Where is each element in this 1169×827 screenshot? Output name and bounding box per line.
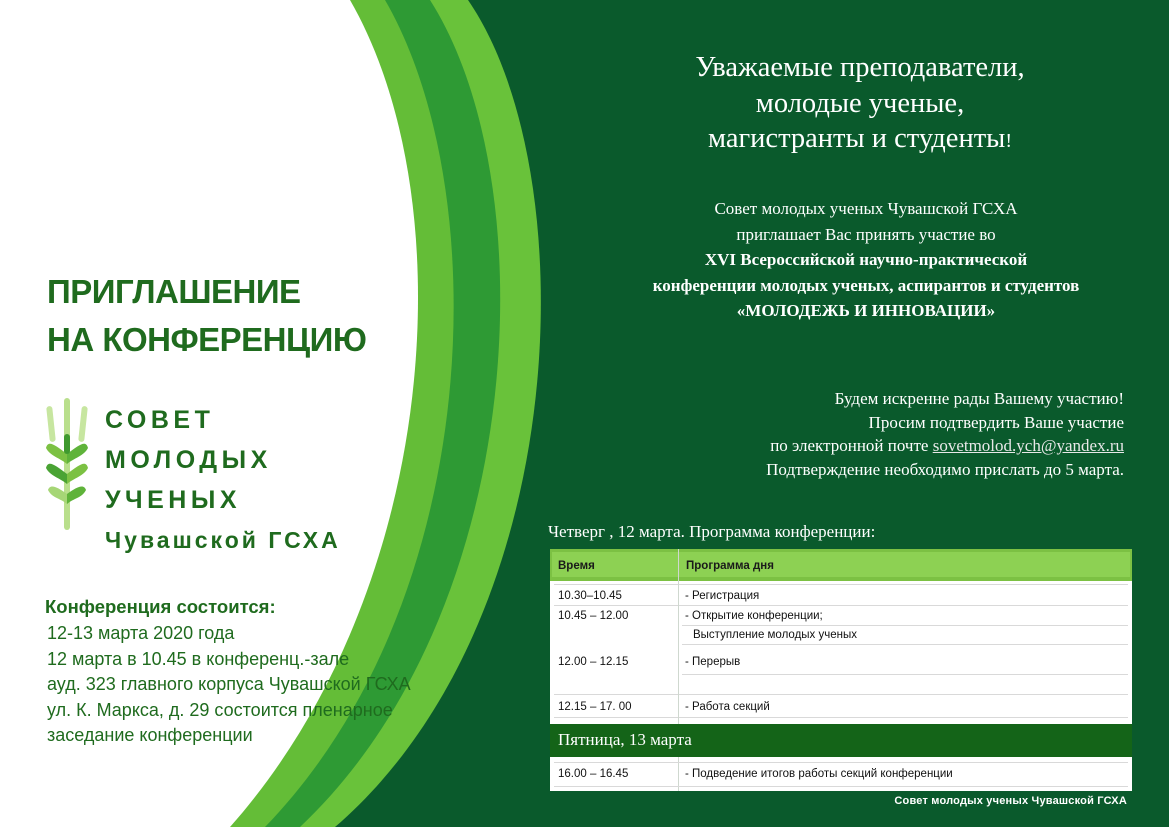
conference-line3: ауд. 323 главного корпуса Чувашской ГСХА <box>47 674 411 694</box>
rsvp-line2: Просим подтвердить Ваше участие <box>868 412 1124 432</box>
greeting-exclaim: ! <box>1005 130 1012 152</box>
invitation-text <box>560 196 1169 324</box>
council-line4: Чувашской ГСХА <box>105 527 341 553</box>
row-time: 12.15 – 17. 00 <box>558 701 632 713</box>
invitation-line3: XVI Всероссийской научно-практической <box>704 250 1028 269</box>
row-time: 12.00 – 12.15 <box>558 656 629 668</box>
header-time: Время <box>558 560 595 572</box>
greeting <box>560 50 1160 160</box>
rsvp-line4: Подтверждение необходимо прислать до 5 марта. <box>766 459 1124 479</box>
invitation-line1: Совет молодых ученых Чувашской ГСХА <box>714 199 1018 218</box>
greeting-line3-text: магистранты и студенты <box>707 123 1006 154</box>
row-time: 10.30–10.45 <box>558 590 622 602</box>
program-caption: Четверг , 12 марта. Программа конференции: <box>548 522 876 541</box>
header-agenda: Программа дня <box>686 560 774 572</box>
row-item: - Перерыв <box>685 656 741 668</box>
council-name <box>105 400 341 560</box>
footer-signature: Совет молодых ученых Чувашской ГСХА <box>894 795 1127 807</box>
greeting-line2: молодые ученые, <box>755 87 965 119</box>
conference-details <box>47 621 411 749</box>
conference-line4: ул. К. Маркса, д. 29 состоится пленарное <box>47 699 393 720</box>
council-line2: МОЛОДЫХ <box>105 446 272 474</box>
invitation-title-line1: ПРИГЛАШЕНИЕ <box>47 273 301 310</box>
rsvp-line1: Будем искренне рады Вашему участию! <box>834 389 1124 408</box>
council-line1: СОВЕТ <box>105 406 215 434</box>
greeting-line3 <box>560 121 1160 160</box>
conference-line2: 12 марта в 10.45 в конференц.-зале <box>47 648 350 669</box>
wheat-logo-icon <box>44 394 90 534</box>
invitation-line2: приглашает Вас принять участие во <box>736 224 996 244</box>
invitation-line4: конференции молодых ученых, аспирантов и студентов <box>652 275 1080 295</box>
conference-line1: 12-13 марта 2020 года <box>47 623 235 643</box>
row-item: Выступление молодых ученых <box>693 629 857 641</box>
friday-header <box>550 724 1132 757</box>
rsvp-line3 <box>766 434 1124 458</box>
rsvp-text <box>766 387 1124 481</box>
friday-label: Пятница, 13 марта <box>558 730 692 749</box>
greeting-line1: Уважаемые преподаватели, <box>695 52 1025 83</box>
row-time: 16.00 – 16.45 <box>558 768 629 780</box>
council-line3: УЧЕНЫХ <box>105 486 241 514</box>
table-header <box>550 549 1132 581</box>
email-link[interactable]: sovetmolod.ych@yandex.ru <box>932 436 1124 455</box>
program-table <box>550 549 1132 791</box>
row-item: - Работа секций <box>685 701 770 713</box>
row-item: - Регистрация <box>685 590 760 602</box>
row-item: - Открытие конференции; <box>685 610 823 622</box>
conference-line5: заседание конференции <box>47 725 253 745</box>
conference-heading: Конференция состоится: <box>45 596 276 617</box>
invitation-title <box>47 268 366 364</box>
rsvp-line3-prefix: по электронной почте <box>770 436 933 455</box>
row-item: - Подведение итогов работы секций конференции <box>685 768 953 780</box>
invitation-line5: «МОЛОДЕЖЬ И ИННОВАЦИИ» <box>736 301 996 320</box>
invitation-title-line2: НА КОНФЕРЕНЦИЮ <box>47 321 367 358</box>
row-time: 10.45 – 12.00 <box>558 610 629 622</box>
